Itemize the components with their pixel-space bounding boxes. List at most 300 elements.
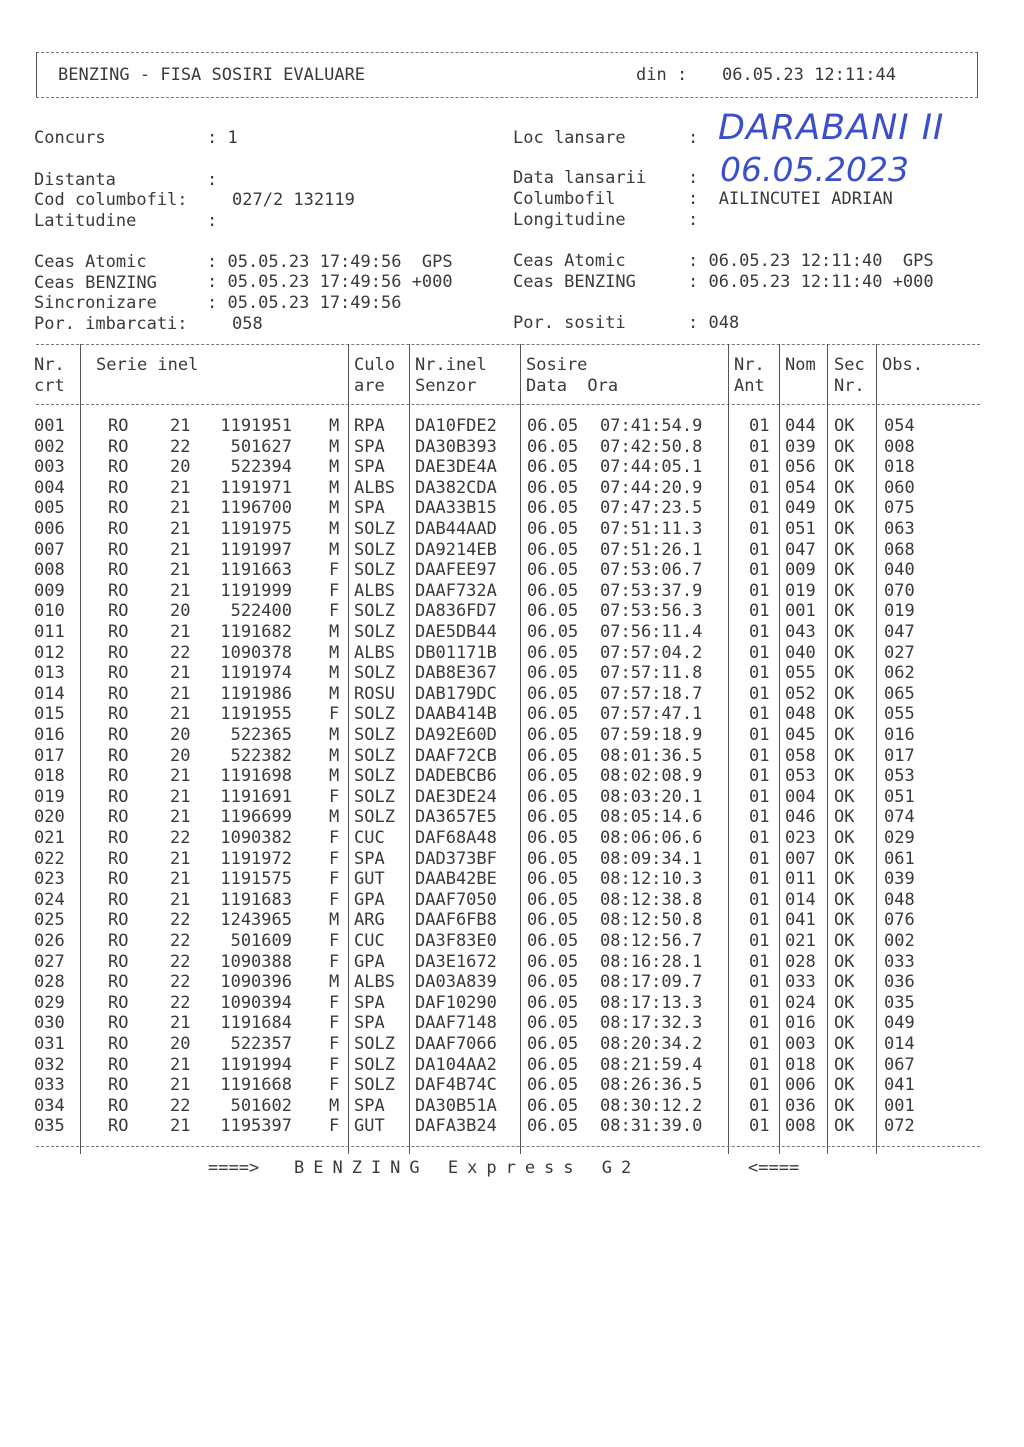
row-arrival-date: 06.05 xyxy=(527,869,579,890)
row-nr: 026 xyxy=(34,931,65,951)
footer-left-arrow: ====> xyxy=(208,1158,260,1178)
row-sex: M xyxy=(329,745,340,766)
row-nr-ant: 01 xyxy=(749,436,770,457)
row-nom: 023 xyxy=(785,828,816,848)
table-row xyxy=(0,869,1024,890)
row-obs: 002 xyxy=(884,931,915,951)
row-arrival-date: 06.05 xyxy=(527,1095,579,1116)
row-ring-number: 1196699 xyxy=(220,807,292,828)
row-year: 21 xyxy=(170,1075,191,1096)
row-arrival-time: 07:51:26.1 xyxy=(600,539,703,560)
row-arrival-date: 06.05 xyxy=(527,725,579,745)
table-row xyxy=(0,1096,1024,1117)
row-arrival-time: 08:17:09.7 xyxy=(600,972,703,993)
row-color: SOLZ xyxy=(354,519,395,539)
row-sec: OK xyxy=(834,539,855,560)
row-arrival-date: 06.05 xyxy=(527,622,579,642)
row-ring-number: 522365 xyxy=(230,725,292,745)
row-nr-ant: 01 xyxy=(749,416,770,436)
row-obs: 008 xyxy=(884,436,915,457)
row-arrival-date: 06.05 xyxy=(527,436,579,457)
row-nr-ant: 01 xyxy=(749,951,770,972)
row-ring-number: 1191994 xyxy=(220,1054,292,1075)
table-row xyxy=(0,663,1024,684)
porumbei-sositi-label: Por. sositi xyxy=(513,313,626,333)
row-country: RO xyxy=(108,519,129,539)
col-header-obs: Obs. xyxy=(882,355,923,375)
row-sec: OK xyxy=(834,910,855,931)
row-nom: 039 xyxy=(785,436,816,457)
row-nr: 023 xyxy=(34,869,65,890)
row-color: SPA xyxy=(354,498,385,519)
row-nr-ant: 01 xyxy=(749,1013,770,1034)
row-ring-number: 1191974 xyxy=(220,663,292,684)
row-nom: 008 xyxy=(785,1116,816,1137)
row-nr-ant: 01 xyxy=(749,457,770,478)
row-sex: M xyxy=(329,498,340,519)
row-year: 22 xyxy=(170,1095,191,1116)
row-arrival-time: 08:12:10.3 xyxy=(600,869,703,890)
row-year: 21 xyxy=(170,889,191,910)
row-year: 22 xyxy=(170,972,191,993)
cod-columbofil-label: Cod columbofil: xyxy=(34,190,188,210)
row-sec: OK xyxy=(834,457,855,478)
row-nom: 044 xyxy=(785,416,816,436)
row-country: RO xyxy=(108,601,129,622)
row-sensor-id: DAAF72CB xyxy=(415,745,497,766)
row-obs: 049 xyxy=(884,1013,915,1034)
row-sensor-id: DADEBCB6 xyxy=(415,766,497,787)
row-obs: 062 xyxy=(884,663,915,684)
row-nr: 017 xyxy=(34,745,65,766)
loc-lansare-sep: : xyxy=(688,128,699,148)
row-color: SOLZ xyxy=(354,601,395,622)
row-year: 21 xyxy=(170,848,191,869)
row-arrival-time: 07:44:05.1 xyxy=(600,457,703,478)
row-sec: OK xyxy=(834,951,855,972)
row-nr: 030 xyxy=(34,1013,65,1034)
row-year: 21 xyxy=(170,1116,191,1137)
row-nr-ant: 01 xyxy=(749,725,770,745)
row-sex: F xyxy=(329,1034,340,1054)
row-year: 21 xyxy=(170,477,191,498)
row-arrival-date: 06.05 xyxy=(527,1034,579,1054)
row-obs: 060 xyxy=(884,477,915,498)
row-sensor-id: DA30B51A xyxy=(415,1095,497,1116)
row-arrival-time: 08:03:20.1 xyxy=(600,786,703,807)
row-nr: 008 xyxy=(34,560,65,581)
row-sensor-id: DAAFEE97 xyxy=(415,560,497,581)
row-country: RO xyxy=(108,416,129,436)
table-row xyxy=(0,1075,1024,1096)
header-bottom-rule xyxy=(36,97,978,98)
row-nr-ant: 01 xyxy=(749,498,770,519)
row-year: 21 xyxy=(170,416,191,436)
row-nr: 011 xyxy=(34,622,65,642)
row-color: SOLZ xyxy=(354,560,395,581)
row-nom: 009 xyxy=(785,560,816,581)
row-sec: OK xyxy=(834,642,855,663)
row-country: RO xyxy=(108,1075,129,1096)
row-arrival-date: 06.05 xyxy=(527,601,579,622)
row-sensor-id: DB01171B xyxy=(415,642,497,663)
row-nr-ant: 01 xyxy=(749,477,770,498)
row-ring-number: 1090388 xyxy=(220,951,292,972)
ceas-atomic-end-value: : 06.05.23 12:11:40 GPS xyxy=(688,251,934,271)
table-row xyxy=(0,993,1024,1014)
row-nr: 009 xyxy=(34,580,65,601)
row-year: 22 xyxy=(170,436,191,457)
row-nom: 018 xyxy=(785,1054,816,1075)
row-arrival-time: 07:57:47.1 xyxy=(600,704,703,725)
row-sec: OK xyxy=(834,436,855,457)
row-obs: 040 xyxy=(884,560,915,581)
row-nr-ant: 01 xyxy=(749,663,770,684)
row-arrival-time: 08:02:08.9 xyxy=(600,766,703,787)
row-arrival-date: 06.05 xyxy=(527,766,579,787)
col-header-sosire: Sosire xyxy=(526,355,588,375)
row-color: RPA xyxy=(354,416,385,436)
row-obs: 055 xyxy=(884,704,915,725)
table-row xyxy=(0,849,1024,870)
row-obs: 061 xyxy=(884,848,915,869)
row-color: ALBS xyxy=(354,972,395,993)
row-color: SOLZ xyxy=(354,807,395,828)
row-sex: M xyxy=(329,663,340,684)
row-arrival-time: 08:09:34.1 xyxy=(600,848,703,869)
col-header-nrinel: Nr.inel xyxy=(415,355,487,375)
col-header-sec-nr: Nr. xyxy=(834,376,865,396)
row-country: RO xyxy=(108,539,129,560)
table-row xyxy=(0,807,1024,828)
row-color: GPA xyxy=(354,951,385,972)
row-arrival-time: 07:44:20.9 xyxy=(600,477,703,498)
row-arrival-date: 06.05 xyxy=(527,1116,579,1137)
row-year: 21 xyxy=(170,1054,191,1075)
row-ring-number: 1191975 xyxy=(220,519,292,539)
row-sex: F xyxy=(329,951,340,972)
row-year: 20 xyxy=(170,725,191,745)
row-country: RO xyxy=(108,869,129,890)
table-row xyxy=(0,1055,1024,1076)
longitudine-label: Longitudine xyxy=(513,210,626,230)
distanta-sep: : xyxy=(207,170,218,190)
row-nr: 007 xyxy=(34,539,65,560)
row-year: 20 xyxy=(170,457,191,478)
row-country: RO xyxy=(108,498,129,519)
row-arrival-time: 08:06:06.6 xyxy=(600,828,703,848)
row-sensor-id: DA382CDA xyxy=(415,477,497,498)
row-arrival-date: 06.05 xyxy=(527,910,579,931)
row-sec: OK xyxy=(834,498,855,519)
row-arrival-time: 08:26:36.5 xyxy=(600,1075,703,1096)
row-sec: OK xyxy=(834,704,855,725)
row-sex: F xyxy=(329,601,340,622)
row-ring-number: 522394 xyxy=(230,457,292,478)
row-country: RO xyxy=(108,725,129,745)
row-arrival-time: 07:51:11.3 xyxy=(600,519,703,539)
row-sensor-id: DAAF7148 xyxy=(415,1013,497,1034)
row-nom: 024 xyxy=(785,992,816,1013)
row-sensor-id: DA3E1672 xyxy=(415,951,497,972)
row-sec: OK xyxy=(834,560,855,581)
row-country: RO xyxy=(108,1116,129,1137)
table-row xyxy=(0,1034,1024,1055)
row-arrival-date: 06.05 xyxy=(527,1013,579,1034)
row-sensor-id: DA3657E5 xyxy=(415,807,497,828)
ceas-benzing-start-value: : 05.05.23 17:49:56 +000 xyxy=(207,272,453,292)
table-row xyxy=(0,684,1024,705)
row-country: RO xyxy=(108,745,129,766)
table-row xyxy=(0,416,1024,437)
row-nom: 055 xyxy=(785,663,816,684)
row-sex: F xyxy=(329,848,340,869)
row-obs: 035 xyxy=(884,992,915,1013)
row-sensor-id: DAB179DC xyxy=(415,683,497,704)
table-row xyxy=(0,828,1024,849)
row-nom: 052 xyxy=(785,683,816,704)
row-arrival-time: 07:57:18.7 xyxy=(600,683,703,704)
row-arrival-date: 06.05 xyxy=(527,457,579,478)
row-arrival-date: 06.05 xyxy=(527,519,579,539)
row-nr-ant: 01 xyxy=(749,560,770,581)
row-year: 21 xyxy=(170,580,191,601)
row-nr: 020 xyxy=(34,807,65,828)
row-nr-ant: 01 xyxy=(749,992,770,1013)
row-color: SOLZ xyxy=(354,786,395,807)
row-nom: 036 xyxy=(785,1095,816,1116)
row-arrival-date: 06.05 xyxy=(527,786,579,807)
row-ring-number: 501627 xyxy=(230,436,292,457)
row-arrival-date: 06.05 xyxy=(527,889,579,910)
row-ring-number: 1191986 xyxy=(220,683,292,704)
row-arrival-date: 06.05 xyxy=(527,498,579,519)
row-nr: 010 xyxy=(34,601,65,622)
row-nr: 024 xyxy=(34,889,65,910)
row-sex: M xyxy=(329,416,340,436)
row-color: SOLZ xyxy=(354,1075,395,1096)
table-row xyxy=(0,972,1024,993)
row-color: SOLZ xyxy=(354,663,395,684)
row-nr-ant: 01 xyxy=(749,766,770,787)
row-obs: 027 xyxy=(884,642,915,663)
row-country: RO xyxy=(108,1013,129,1034)
table-row xyxy=(0,1013,1024,1034)
row-sex: M xyxy=(329,910,340,931)
row-sex: F xyxy=(329,828,340,848)
row-obs: 018 xyxy=(884,457,915,478)
row-nr-ant: 01 xyxy=(749,828,770,848)
row-arrival-date: 06.05 xyxy=(527,972,579,993)
row-sensor-id: DA92E60D xyxy=(415,725,497,745)
col-header-culo: Culo xyxy=(354,355,395,375)
row-arrival-date: 06.05 xyxy=(527,580,579,601)
header-right-border xyxy=(977,52,978,98)
row-nr: 031 xyxy=(34,1034,65,1054)
row-nom: 046 xyxy=(785,807,816,828)
row-sensor-id: DAB8E367 xyxy=(415,663,497,684)
row-year: 21 xyxy=(170,766,191,787)
row-year: 20 xyxy=(170,745,191,766)
row-arrival-date: 06.05 xyxy=(527,416,579,436)
row-year: 21 xyxy=(170,622,191,642)
row-nom: 056 xyxy=(785,457,816,478)
row-year: 22 xyxy=(170,951,191,972)
row-obs: 051 xyxy=(884,786,915,807)
row-country: RO xyxy=(108,1095,129,1116)
row-sex: M xyxy=(329,642,340,663)
row-color: CUC xyxy=(354,828,385,848)
row-color: SPA xyxy=(354,457,385,478)
row-nom: 016 xyxy=(785,1013,816,1034)
row-color: GUT xyxy=(354,869,385,890)
row-sex: F xyxy=(329,1116,340,1137)
row-obs: 016 xyxy=(884,725,915,745)
row-ring-number: 1191684 xyxy=(220,1013,292,1034)
row-sec: OK xyxy=(834,766,855,787)
row-sex: F xyxy=(329,704,340,725)
row-nr-ant: 01 xyxy=(749,519,770,539)
row-nom: 033 xyxy=(785,972,816,993)
row-sex: F xyxy=(329,786,340,807)
table-row xyxy=(0,787,1024,808)
row-sensor-id: DAE3DE4A xyxy=(415,457,497,478)
row-nr-ant: 01 xyxy=(749,807,770,828)
table-row xyxy=(0,581,1024,602)
row-obs: 075 xyxy=(884,498,915,519)
row-ring-number: 1191955 xyxy=(220,704,292,725)
data-lansarii-label: Data lansarii xyxy=(513,168,647,188)
row-sec: OK xyxy=(834,828,855,848)
row-nr-ant: 01 xyxy=(749,745,770,766)
data-lansarii-sep: : xyxy=(688,168,699,188)
row-sec: OK xyxy=(834,972,855,993)
concurs-value: : 1 xyxy=(207,128,238,148)
row-nr: 018 xyxy=(34,766,65,787)
row-sec: OK xyxy=(834,807,855,828)
row-arrival-time: 08:12:50.8 xyxy=(600,910,703,931)
row-nr: 003 xyxy=(34,457,65,478)
row-country: RO xyxy=(108,786,129,807)
row-obs: 029 xyxy=(884,828,915,848)
row-country: RO xyxy=(108,807,129,828)
cod-columbofil-value: 027/2 132119 xyxy=(232,190,355,210)
row-arrival-time: 08:01:36.5 xyxy=(600,745,703,766)
row-sex: M xyxy=(329,622,340,642)
row-nom: 006 xyxy=(785,1075,816,1096)
row-ring-number: 1090396 xyxy=(220,972,292,993)
row-nr: 001 xyxy=(34,416,65,436)
row-country: RO xyxy=(108,951,129,972)
porumbei-imbarcati-value: 058 xyxy=(232,314,263,334)
row-nr: 021 xyxy=(34,828,65,848)
table-row xyxy=(0,540,1024,561)
row-sec: OK xyxy=(834,622,855,642)
row-sec: OK xyxy=(834,416,855,436)
row-sensor-id: DAAF6FB8 xyxy=(415,910,497,931)
row-obs: 068 xyxy=(884,539,915,560)
row-nom: 043 xyxy=(785,622,816,642)
row-sex: M xyxy=(329,457,340,478)
row-ring-number: 1191575 xyxy=(220,869,292,890)
row-sensor-id: DAF4B74C xyxy=(415,1075,497,1096)
row-nom: 003 xyxy=(785,1034,816,1054)
row-country: RO xyxy=(108,1034,129,1054)
row-ring-number: 1090378 xyxy=(220,642,292,663)
row-nr-ant: 01 xyxy=(749,539,770,560)
row-nr: 027 xyxy=(34,951,65,972)
concurs-label: Concurs xyxy=(34,128,106,148)
row-country: RO xyxy=(108,848,129,869)
row-year: 21 xyxy=(170,560,191,581)
row-ring-number: 1191698 xyxy=(220,766,292,787)
row-color: SOLZ xyxy=(354,766,395,787)
row-arrival-date: 06.05 xyxy=(527,560,579,581)
row-country: RO xyxy=(108,560,129,581)
row-sec: OK xyxy=(834,931,855,951)
row-sensor-id: DAF68A48 xyxy=(415,828,497,848)
row-sensor-id: DAB44AAD xyxy=(415,519,497,539)
row-sex: M xyxy=(329,683,340,704)
row-arrival-time: 08:12:56.7 xyxy=(600,931,703,951)
row-sex: M xyxy=(329,436,340,457)
row-sex: F xyxy=(329,992,340,1013)
row-sensor-id: DAF10290 xyxy=(415,992,497,1013)
row-ring-number: 1191683 xyxy=(220,889,292,910)
row-sec: OK xyxy=(834,1034,855,1054)
row-arrival-time: 08:17:32.3 xyxy=(600,1013,703,1034)
row-color: SPA xyxy=(354,1013,385,1034)
row-nr: 012 xyxy=(34,642,65,663)
row-nom: 048 xyxy=(785,704,816,725)
row-sex: M xyxy=(329,766,340,787)
row-arrival-date: 06.05 xyxy=(527,539,579,560)
row-nr: 006 xyxy=(34,519,65,539)
row-sec: OK xyxy=(834,786,855,807)
sincronizare-value: : 05.05.23 17:49:56 xyxy=(207,293,402,313)
row-country: RO xyxy=(108,992,129,1013)
row-arrival-date: 06.05 xyxy=(527,1054,579,1075)
row-nr-ant: 01 xyxy=(749,1075,770,1096)
table-row xyxy=(0,560,1024,581)
table-row xyxy=(0,622,1024,643)
row-sec: OK xyxy=(834,992,855,1013)
ceas-benzing-start-label: Ceas BENZING xyxy=(34,273,157,293)
row-ring-number: 1191971 xyxy=(220,477,292,498)
footer-right-arrow: <==== xyxy=(748,1158,800,1178)
table-row xyxy=(0,766,1024,787)
table-row xyxy=(0,910,1024,931)
row-sex: F xyxy=(329,889,340,910)
row-ring-number: 1090382 xyxy=(220,828,292,848)
row-sex: F xyxy=(329,1013,340,1034)
row-year: 22 xyxy=(170,642,191,663)
row-obs: 048 xyxy=(884,889,915,910)
row-nom: 047 xyxy=(785,539,816,560)
row-sec: OK xyxy=(834,580,855,601)
row-nr: 016 xyxy=(34,725,65,745)
col-header-are: are xyxy=(354,376,385,396)
row-arrival-time: 07:59:18.9 xyxy=(600,725,703,745)
row-sec: OK xyxy=(834,725,855,745)
row-sex: F xyxy=(329,931,340,951)
row-nr-ant: 01 xyxy=(749,601,770,622)
row-ring-number: 1191951 xyxy=(220,416,292,436)
row-country: RO xyxy=(108,580,129,601)
row-nom: 028 xyxy=(785,951,816,972)
row-nr-ant: 01 xyxy=(749,704,770,725)
latitudine-label: Latitudine xyxy=(34,211,137,231)
